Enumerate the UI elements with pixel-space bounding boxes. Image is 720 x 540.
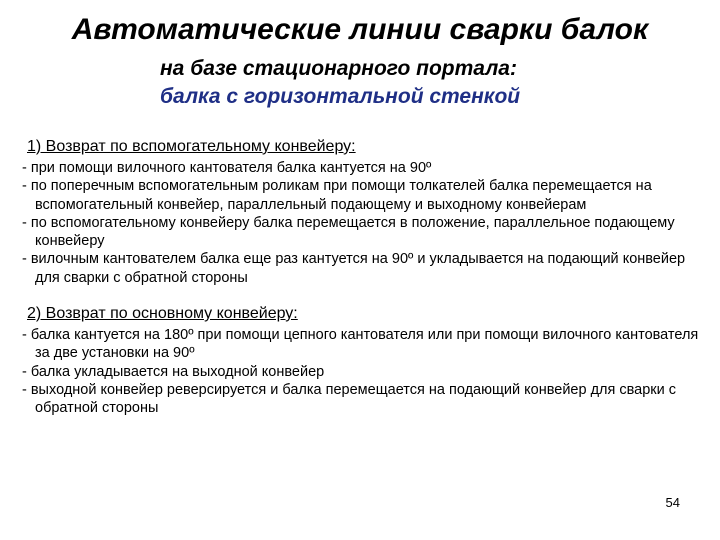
slide-content (22, 136, 702, 418)
subtitle-line-2: балка с горизонтальной стенкой (160, 85, 521, 108)
list-item: - по вспомогательному конвейеру балка перемещается в положение, параллельное подающему конвейеру (22, 214, 675, 250)
section-heading: 2) Возврат по основному конвейеру: (27, 305, 298, 323)
section-heading: 1) Возврат по вспомогательному конвейеру: (27, 138, 356, 155)
section-return-main (22, 303, 702, 417)
list-item: - при помощи вилочного кантователя балка кантуется на 90º (22, 160, 432, 176)
slide-title: Автоматические линии сварки балок (71, 13, 649, 46)
list-item: - выходной конвейер реверсируется и балка перемещается на подающий конвейер для сварки с обратной стороны (22, 381, 677, 417)
list-item: - балка кантуется на 180º при помощи цепного кантователя или при помощи вилочного кантователя за две установки на 90º (22, 327, 699, 362)
list-item: - по поперечным вспомогательным роликам при помощи толкателей балка перемещается на вспомогательный конвейер, параллельный подающему и выходному конвейерам (22, 178, 652, 213)
subtitle-line-1: на базе стационарного портала: (160, 57, 517, 80)
list-item: - балка укладывается на выходной конвейер (22, 363, 325, 380)
bullet-list (22, 326, 702, 417)
list-item: - вилочным кантователем балка еще раз кантуется на 90º и укладывается на подающий конвейер для сварки с обратной стороны (22, 251, 686, 286)
bullet-list (22, 159, 702, 287)
page-number: 54 (665, 495, 680, 510)
section-return-auxiliary (22, 136, 702, 287)
